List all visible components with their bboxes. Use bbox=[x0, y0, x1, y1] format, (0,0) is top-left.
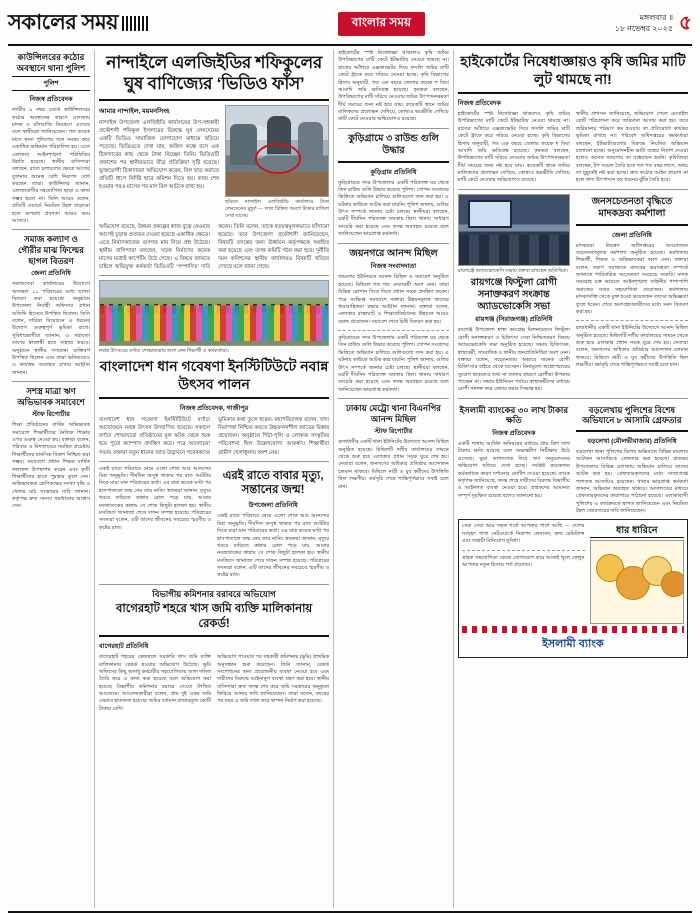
sidebar-byline-3: স্টাফ রিপোর্টার bbox=[32, 411, 70, 419]
rally-headline: বাংলাদেশ ধান গবেষণা ইনস্টিটিউটে নবান্ন উৎসব পালন bbox=[99, 358, 329, 392]
section-ribbon: বাংলার সময় bbox=[338, 12, 425, 36]
rally-text: বাংলাদেশ ধান গবেষণা ইনস্টিটিউটে বর্ণাঢ্য আয়োজনে নবান্ন উৎসব উদযাপিত হয়েছে। সকালে বর্ণাঢ্য শোভাযাত্রা প্রতিষ্ঠানের মূল ফটক থেকে শুরু হয়ে পুরো ক্যাম্পাস প্রদক্ষিণ করে। পরে আলোচনা সভায় বক্তারা নতুন ধানের জাত উদ্ভাবনে গবেষকদের ভূমিকার কথা তুলে ধরেন। মহাপরিচালক বলেন, খাদ্য নিরাপত্তা নিশ্চিত করতে উচ্চফলনশীল জাতের বিস্তার প্রয়োজন। অনুষ্ঠানে পিঠা-পুলি ও লোকজ সংস্কৃতির পরিবেশনা ছিল উল্লেখযোগ্য আকর্ষণ। শিক্ষার্থীরা গ্রামীণ খেলাধুলায় অংশ নেয়। bbox=[99, 417, 330, 456]
highcourt-byline: নিজস্ব প্রতিবেদক bbox=[457, 100, 501, 107]
bagerhat-byline: বাগেরহাট প্রতিনিধি bbox=[99, 643, 149, 651]
seminar-photo bbox=[458, 194, 570, 266]
divider bbox=[458, 189, 688, 190]
kurigram-headline: কুড়িগ্রামে ৩ রাউন্ড গুলি উদ্ধার bbox=[348, 132, 439, 156]
bagerhat-text-2: অভিযোগ পাওয়ার পর সহকারী কমিশনার (ভূমি) প্রাথমিক অনুসন্ধান শুরু করেছেন। তিনি জানান, রেকর্ড সংশোধনের জন্য প্রয়োজনীয় ব্যবস্থা নেওয়া হবে এবং দায়ীদের বিরুদ্ধে আইনানুগ ব্যবস্থা গ্রহণ করা হবে। স্থানীয় বাসিন্দারা দ্রুত তদন্ত শেষ করে জমি সরকারের অনুকূলে ফিরিয়ে আনার দাবি জানিয়েছেন। তারা বলেন, বছরের পর বছর এ জমি দখল করে স্থাপনা নির্মাণ করা হয়েছে। bbox=[217, 654, 330, 705]
divider bbox=[99, 584, 329, 585]
date: ১৮ নভেম্বর ২০২৫ bbox=[614, 23, 674, 33]
divider bbox=[338, 161, 449, 163]
night-byline: উপজেলা প্রতিনিধি bbox=[248, 502, 298, 510]
drug-headline: জনসচেতনতা বৃদ্ধিতে মাদকদ্রব্য কর্মশালা bbox=[591, 195, 673, 219]
divider bbox=[12, 381, 90, 382]
rally-byline: নিজস্ব প্রতিবেদক, গাজীপুর bbox=[179, 405, 249, 413]
divider bbox=[576, 320, 688, 321]
police-headline: বড়লেখায় পুলিশের বিশেষ অভিযানে ৮ আসামি গ্রেফতার bbox=[582, 404, 682, 426]
advertisement[interactable] bbox=[458, 519, 688, 658]
drug-byline: জেলা প্রতিনিধি bbox=[612, 231, 652, 239]
divider bbox=[338, 128, 449, 129]
logo-text: সকালের সময় bbox=[8, 11, 119, 34]
sidebar-headline-3: সশস্ত্র মাত্রা ঋণ অভিভাবক সমাবেশে bbox=[17, 386, 85, 407]
night-headline: এরই রাতে বাবার মৃত্যু, সন্তানের জন্ম! bbox=[222, 469, 324, 497]
page-grid bbox=[8, 50, 692, 908]
metro-text: রাজধানীর একটি থানা ইউনিটের উদ্যোগে আনন্দ মিছিল অনুষ্ঠিত হয়েছে। মিছিলটি দলীয় কার্যালয়ের সামনে থেকে শুরু হয়ে এলাকার প্রধান সড়ক ঘুরে শেষ হয়। নেতারা বলেন, জনগণের অধিকার প্রতিষ্ঠার আন্দোলন চলমান থাকবে। মিছিলে নারী ও যুব কর্মীদের উপস্থিতি ছিল লক্ষণীয়। কর্মসূচি শেষে শান্তিপূর্ণভাবে সবাই চলে যান। bbox=[338, 439, 449, 490]
procession-byline: নিজস্ব সংবাদদাতা bbox=[370, 263, 417, 271]
police-byline: বড়লেখা (মৌলভীবাজার) প্রতিনিধি bbox=[587, 438, 677, 445]
sidebar-headline-1: কাউন্সিলরের কঠোর অবস্থানে থানা পুলিশ bbox=[16, 52, 86, 73]
kurigram-byline: কুড়িগ্রাম প্রতিনিধি bbox=[370, 168, 417, 176]
procession-text: জয়নগর ইউনিয়নে আনন্দ মিছিল ও সমাবেশ অনুষ্ঠিত হয়েছে। মিছিলে শত শত নেতাকর্মী অংশ নেন। তারা বিভিন্ন স্লোগান দিতে দিতে প্রধান সড়ক প্রদক্ষিণ করেন। পরে সংক্ষিপ্ত সমাবেশে বক্তারা উন্নয়নমূলক কাজের ধারাবাহিকতা রক্ষার আহ্বান জানান। বক্তারা বলেন, এলাকার রাস্তাঘাট ও শিক্ষাপ্রতিষ্ঠানের উন্নয়নে আরও বরাদ্দ প্রয়োজন। সমাবেশ শেষে মিষ্টি বিতরণ করা হয়। bbox=[338, 274, 449, 325]
bank-text: একটি শাখায় আর্থিক অনিয়মের মাধ্যমে প্রায় ত্রিশ লাখ টাকার ক্ষতি হয়েছে বলে অভ্যন্তরীণ নিরীক্ষায় উঠে এসেছে। ভুয়া কাগজপত্র দিয়ে ঋণ অনুমোদনের অভিযোগ খতিয়ে দেখা হচ্ছে। সংশ্লিষ্ট কয়েকজন কর্মকর্তাকে কারণ দর্শানোর নোটিশ দেওয়া হয়েছে। ব্যাংক কর্তৃপক্ষ জানিয়েছে, তদন্ত শেষে দায়ীদের বিরুদ্ধে বিভাগীয় ও আইনগত ব্যবস্থা নেওয়া হবে। গ্রাহকদের আমানত সম্পূর্ণ সুরক্ষিত রয়েছে বলেও জানানো হয়। bbox=[457, 441, 570, 499]
bank-byline: নিজস্ব প্রতিবেদক bbox=[492, 430, 536, 437]
divider bbox=[99, 275, 329, 276]
highcourt-text-1: হাইকোর্টের স্পষ্ট নিষেধাজ্ঞা থাকলেও কৃষি জমির উপরিভাগের মাটি কেটে ইটভাটায় নেওয়া থামছে না। রাতের আঁধারে এক্সকাভেটর দিয়ে ফসলি জমির মাটি কেটে ট্রাকে করে সরিয়ে নেওয়া হচ্ছে। কৃষি বিভাগের হিসাব অনুযায়ী, গত এক বছরে জেলার কয়েক শ বিঘা আবাদি জমি ক্ষতিগ্রস্ত হয়েছে। কৃষকরা বলছেন, উপরিভাগের মাটি সরিয়ে নেওয়ায় জমির উৎপাদনক্ষমতা দীর্ঘ সময়ের জন্য নষ্ট হয়ে যায়। কয়েকটি স্থানে জমির মালিকদের প্রলোভন দেখিয়ে, কোথাও ভয়ভীতি দেখিয়ে মাটি কেটে নেওয়ার অভিযোগও রয়েছে। bbox=[457, 111, 570, 184]
drug-text: মাদকদ্রব্য নিয়ন্ত্রণ অধিদপ্তরের আয়োজনে সচেতনতামূলক কর্মশালা অনুষ্ঠিত হয়েছে। কর্মশালায় শিক্ষার্থী, শিক্ষক ও অভিভাবকরা অংশ নেন। বক্তারা বলেন, তরুণ সমাজকে মাদকের ভয়াবহতা সম্পর্কে জানাতে পারিবারিক সচেতনতা সবচেয়ে জরুরি। মাদক সরবরাহ চক্র ভাঙতে আইনশৃঙ্খলা বাহিনীর পাশাপাশি সমাজের সবার সহযোগিতা প্রয়োজন। কর্মশালায় মাদকাসক্তি থেকে মুক্ত হওয়া কয়েকজন তাদের অভিজ্ঞতা তুলে ধরেন। শেষে অংশগ্রহণকারীদের মধ্যে সনদ বিতরণ করা হয়। bbox=[575, 242, 688, 315]
sidebar-column bbox=[8, 50, 94, 908]
metro-headline: ঢাকায় মেট্রো থানা বিএনপির আনন্দ মিছিল bbox=[346, 403, 441, 424]
divider bbox=[99, 635, 329, 637]
ad-left-text: সেরা সেবা আর সহজ শর্তে আপনার পাশে আছি — দেশের সর্ববৃহৎ শাখা নেটওয়ার্কে নিরাপদ লেনদেন, দ্রুত রেমিট্যান্স এবং সাশ্রয়ী বিনিয়োগ সুবিধা। bbox=[461, 523, 585, 545]
drug-text-cont: রাজধানীর একটি থানা ইউনিটের উদ্যোগে আনন্দ মিছিল অনুষ্ঠিত হয়েছে। মিছিলটি দলীয় কার্যালয়ের সামনে থেকে শুরু হয়ে এলাকার প্রধান সড়ক ঘুরে শেষ হয়। নেতারা বলেন, জনগণের অধিকার প্রতিষ্ঠার আন্দোলন চলমান থাকবে। মিছিলে নারী ও যুব কর্মীদের উপস্থিতি ছিল লক্ষণীয়। কর্মসূচি শেষে শান্তিপূর্ণভাবে সবাই চলে যান। bbox=[575, 325, 688, 369]
divider bbox=[99, 461, 329, 462]
seminar-text: রায়গঞ্জ উপজেলা স্বাস্থ্য কমপ্লেক্স মিলনায়তনে ফিস্টুলা রোগী সনাক্তকরণ ও চিকিৎসা সেবা নিশ্চিতকরণ বিষয়ে অ্যাডভোকেসি সভা অনুষ্ঠিত হয়েছে। সভায় চিকিৎসক, স্বাস্থ্যকর্মী, সাংবাদিক ও স্থানীয় জনপ্রতিনিধিরা অংশ নেন। বক্তারা বলেন, সচেতনতার অভাবে অনেক রোগী চিকিৎসার বাইরে থেকে যাচ্ছেন। বিনামূল্যে অস্ত্রোপচারের সুযোগ থাকলেও তথ্য না জানার কারণে রোগীরা উপকার পাচ্ছেন না। সভায় ইউনিয়ন পর্যায়ে স্বাস্থ্যকর্মীদের মাধ্যমে রোগী সনাক্ত করে রেফার করার সিদ্ধান্ত হয়। bbox=[457, 327, 570, 393]
kurigram-text: কুড়িগ্রামের সদর উপজেলার একটি পরিত্যক্ত ঘর থেকে তিন রাউন্ড গুলি উদ্ধার করেছে পুলিশ। গোপন সংবাদের ভিত্তিতে অভিযান চালিয়ে গুলিগুলো জব্দ করা হয়। এ ঘটনায় কাউকে আটক করা যায়নি। পুলিশ জানায়, গুলির উৎস সম্পর্কে জানার চেষ্টা চলছে। স্থানীয়রা বলছেন, ঘরটি দীর্ঘদিন পরিত্যক্ত অবস্থায় ছিল। থানায় সাধারণ ডায়েরি করা হয়েছে এবং তদন্ত অব্যাহত রয়েছে বলে জানিয়েছেন ভারপ্রাপ্ত কর্মকর্তা। bbox=[338, 179, 449, 238]
masthead bbox=[8, 6, 692, 46]
ad-brand-logo: ইসলামী ব্যাংক bbox=[542, 638, 604, 651]
divider bbox=[338, 330, 449, 331]
masthead-center bbox=[148, 12, 615, 36]
divider bbox=[462, 550, 585, 551]
highcourt-text-2: স্থানীয় প্রশাসন জানিয়েছে, অভিযোগ পেলে মোবাইল কোর্ট পরিচালনা করে জরিমানা আদায় করা হয়। তবে জরিমানার পরিমাণ কম হওয়ায় তা প্রতিরোধে কার্যকর ভূমিকা রাখছে না। পরিবেশ অধিদপ্তরের কর্মকর্তারা বলছেন, ইটভাটাগুলোর বিরুদ্ধে নিয়মিত অভিযান চালানো হচ্ছে। অনুমোদনহীন ভাটা বন্ধের নির্দেশ দেওয়া হলেও অনেক জায়গায় তা বাস্তবায়ন হয়নি। কৃষিবিদরা বলছেন, টপ সয়েল তৈরি হতে শত শত বছর লাগে, অথচ তা মুহূর্তেই নষ্ট করা হচ্ছে। দ্রুত কঠোর আইন প্রয়োগ না হলে খাদ্য উৎপাদনে বড় ধরনের ঝুঁকি তৈরি হবে। bbox=[575, 111, 688, 184]
ad-decorative-strip bbox=[462, 626, 684, 633]
seminar-headline: রায়গঞ্জে ফিস্টুলা রোগী সনাক্তকরণ সংক্রান্ত অ্যাডভোকেসি সভা bbox=[470, 276, 557, 312]
highcourt-headline: হাইকোর্টের নিষেধাজ্ঞায়ও কৃষি জমির মাটি লুট থামছে না! bbox=[460, 53, 686, 87]
lead-photo-caption: ছবিতে নান্দাইল এলজিইডি কার্যালয়ে টাকা লেনদেনের মুহূর্ত — লাল চিহ্নিত অংশে টাকার বান্ডিল দেখা যাচ্ছে। bbox=[224, 199, 330, 219]
bagerhat-kicker: বিভাগীয় কমিশনার বরাবরে অভিযোগ bbox=[152, 588, 276, 599]
rally-photo bbox=[99, 280, 329, 346]
divider bbox=[12, 229, 90, 230]
ad-headline: ধার ধারিনে bbox=[590, 525, 684, 538]
sidebar-byline-1: নিজস্ব প্রতিবেদক bbox=[29, 96, 73, 104]
night-text: একই রাতে পরিবারে নেমে এলো শোক আর আনন্দের মিশ্র অনুভূতি। দীর্ঘদিন অসুস্থ থাকার পর রাত আটটার দিকে মারা যান পরিবারের কর্তা। এর মাত্র কয়েক ঘণ্টা পর হাসপাতালে জন্ম নেয় তার নাতি। স্বজনরা জানান, মৃত্যুর খবরে বাড়িতে কান্নার রোল পড়ে যায়, আবার নবজাতকের কান্নায় সে শোক কিছুটা হালকা হয়। স্থানীয় মসজিদে জানাজা শেষে দাফন সম্পন্ন হয়েছে। পরিবারের সদস্যরা বলেন, এটি তাদের জীবনের সবচেয়ে স্মরণীয় ও কষ্টের রাত। bbox=[99, 465, 212, 531]
metro-byline: স্টাফ রিপোর্টার bbox=[374, 428, 413, 436]
divider bbox=[338, 398, 449, 399]
ad-illustration bbox=[590, 540, 684, 624]
seminar-byline: রায়গঞ্জ (সিরাজগঞ্জ) প্রতিনিধি bbox=[475, 316, 553, 324]
sidebar-byline-2: জেলা প্রতিনিধি bbox=[31, 270, 71, 278]
seminar-photo-caption: রায়গঞ্জে অ্যাডভোকেসি সভায় বক্তব্য রাখছেন অতিথিরা। bbox=[457, 268, 569, 274]
filler-text-top: হাইকোর্টের স্পষ্ট নিষেধাজ্ঞা থাকলেও কৃষি জমির উপরিভাগের মাটি কেটে ইটভাটায় নেওয়া থামছে না। রাতের আঁধারে এক্সকাভেটর দিয়ে ফসলি জমির মাটি কেটে ট্রাকে করে সরিয়ে নেওয়া হচ্ছে। কৃষি বিভাগের হিসাব অনুযায়ী, গত এক বছরে জেলার কয়েক শ বিঘা আবাদি জমি ক্ষতিগ্রস্ত হয়েছে। কৃষকরা বলছেন, উপরিভাগের মাটি সরিয়ে নেওয়ায় জমির উৎপাদনক্ষমতা দীর্ঘ সময়ের জন্য নষ্ট হয়ে যায়। কয়েকটি স্থানে জমির মালিকদের প্রলোভন দেখিয়ে, কোথাও ভয়ভীতি দেখিয়ে মাটি কেটে নেওয়ার অভিযোগও রয়েছে। bbox=[338, 50, 449, 123]
divider bbox=[338, 243, 449, 244]
bagerhat-headline: বাগেরহাট শহরে খাস জমি ব্যক্তি মালিকানায় রেকর্ড! bbox=[115, 603, 313, 630]
police-text: বড়লেখা থানা পুলিশের বিশেষ অভিযানে বিভিন্ন মামলার আটজন আসামিকে গ্রেফতার করা হয়েছে। রাতভর উপজেলার বিভিন্ন এলাকায় অভিযান চালিয়ে তাদের আটক করা হয়। গ্রেফতারকৃতদের মধ্যে সাজাপ্রাপ্ত পলাতক আসামিও রয়েছেন। থানার ভারপ্রাপ্ত কর্মকর্তা জানান, অভিযান অব্যাহত থাকবে। আদালতের মাধ্যমে গ্রেফতারকৃতদের কারাগারে পাঠানো হয়েছে। এলাকাবাসী পুলিশের এ কার্যক্রমকে স্বাগত জানিয়েছেন এবং নিয়মিত টহল জোরদারের দাবি জানিয়েছেন। bbox=[575, 449, 688, 514]
procession-text-cont: কুড়িগ্রামের সদর উপজেলার একটি পরিত্যক্ত ঘর থেকে তিন রাউন্ড গুলি উদ্ধার করেছে পুলিশ। গোপন সংবাদের ভিত্তিতে অভিযান চালিয়ে গুলিগুলো জব্দ করা হয়। এ ঘটনায় কাউকে আটক করা যায়নি। পুলিশ জানায়, গুলির উৎস সম্পর্কে জানার চেষ্টা চলছে। স্থানীয়রা বলছেন, ঘরটি দীর্ঘদিন পরিত্যক্ত অবস্থায় ছিল। থানায় সাধারণ ডায়েরি করা হয়েছে এবং তদন্ত অব্যাহত রয়েছে বলে জানিয়েছেন ভারপ্রাপ্ত কর্মকর্তা। bbox=[338, 335, 449, 393]
divider bbox=[99, 99, 329, 101]
barcode-icon bbox=[122, 16, 148, 31]
sidebar-headline-2: সমাজ কল্যাণ ও গৌরীর মাঝ ফিল্মের ছাগল বিতরণ bbox=[18, 234, 84, 266]
divider bbox=[99, 397, 329, 399]
lead-headline: নান্দাইলে এলজিইডির শফিকুলের ঘুষ বাণিজ্যের ‘ভিডিও ফাঁস’ bbox=[106, 53, 322, 94]
middle-column bbox=[333, 50, 453, 908]
divider bbox=[458, 92, 688, 94]
sidebar-text-3: শিক্ষা প্রতিষ্ঠানের বার্ষিক অভিভাবক সমাবেশে শিক্ষার্থীদের নৈতিক শিক্ষার ওপর গুরুত্ব দেওয়া হয়। বক্তারা বলেন, পরিবার ও বিদ্যালয়ের সমন্বিত প্রচেষ্টায় শিক্ষার্থীদের মানসিক বিকাশ নিশ্চিত করা সম্ভব। সমাবেশে প্রধান শিক্ষক বার্ষিক ফলাফল উপস্থাপন করেন এবং কৃতী শিক্ষার্থীদের হাতে পুরস্কার তুলে দেন। অভিভাবকরা শ্রেণিকক্ষের সংখ্যা বৃদ্ধি ও খেলার মাঠ সংস্কারের দাবি জানান। কর্তৃপক্ষ দ্রুত সমস্যা সমাধানের আশ্বাস দেন। bbox=[12, 422, 90, 510]
lead-text-left: নান্দাইল উপজেলা এলজিইডি কার্যালয়ের উপ-সহকারী প্রকৌশলী শফিকুল ইসলামের বিরুদ্ধে ঘুষ লেনদেনের একটি ভিডিও সামাজিক যোগাযোগ মাধ্যমে ছড়িয়ে পড়েছে। ভিডিওতে দেখা যায়, অফিস কক্ষে বসে এক ঠিকাদারের কাছ থেকে টাকা নিচ্ছেন তিনি। ভিডিওটি প্রকাশের পর স্থানীয়ভাবে তীব্র প্রতিক্রিয়া সৃষ্টি হয়েছে। ভুক্তভোগী ঠিকাদাররা অভিযোগ করেন, বিল ছাড় করাতে প্রতিটি ধাপে নির্দিষ্ট হারে কমিশন দিতে হয়। কাজ শেষ হওয়ার পরও মাসের পর মাস বিল আটকে রাখা হয়। bbox=[99, 119, 219, 191]
lead-text-right: অভিযোগ রয়েছে, উন্নয়ন প্রকল্পের কাজ বুঝে নেওয়ার আগেই চূড়ান্ত প্রত্যয়ন দেওয়া হয়েছে একাধিক ক্ষেত্রে। এতে নির্মাণকাজের গুণগত মান নিয়ে প্রশ্ন উঠেছে। স্থানীয় বাসিন্দারা বলছেন, সড়ক নির্মাণের কয়েক মাসের মধ্যেই কার্পেটিং উঠে গেছে। এ বিষয়ে জানতে চাইলে অভিযুক্ত কর্মকর্তা ভিডিওটি ‘সম্পাদিত’ দাবি করেন। তিনি বলেন, তাকে ষড়যন্ত্রমূলকভাবে ফাঁসানো হয়েছে। তবে উপজেলা প্রকৌশলী জানিয়েছেন, বিষয়টি তদন্তের জন্য ঊর্ধ্বতন কর্তৃপক্ষকে অবহিত করা হয়েছে এবং তদন্ত কমিটি গঠন করা হবে। দুর্নীতি দমন কমিশনের স্থানীয় কার্যালয়ও বিষয়টি খতিয়ে দেখছে বলে জানা গেছে। bbox=[99, 223, 330, 271]
masthead-right bbox=[615, 10, 692, 37]
date-block bbox=[615, 13, 673, 35]
night-text-2: একই রাতে পরিবারে নেমে এলো শোক আর আনন্দের মিশ্র অনুভূতি। দীর্ঘদিন অসুস্থ থাকার পর রাত আটটার দিকে মারা যান পরিবারের কর্তা। এর মাত্র কয়েক ঘণ্টা পর হাসপাতালে জন্ম নেয় তার নাতি। স্বজনরা জানান, মৃত্যুর খবরে বাড়িতে কান্নার রোল পড়ে যায়, আবার নবজাতকের কান্নায় সে শোক কিছুটা হালকা হয়। স্থানীয় মসজিদে জানাজা শেষে দাফন সম্পন্ন হয়েছে। পরিবারের সদস্যরা বলেন, এটি তাদের জীবনের সবচেয়ে স্মরণীয় ও কষ্টের রাত। bbox=[217, 513, 330, 579]
divider bbox=[576, 224, 688, 226]
sidebar-text-1: নগরীর ৯ নম্বর ওয়ার্ড কাউন্সিলরের কঠোর অবস্থানের কারণে এলাকায় মাদক ও চাঁদাবাজি নিয়ন্ত্রণে এসেছে বলে স্থানীয়রা জানিয়েছেন। গত কয়েক মাসে থানা পুলিশের সঙ্গে সমন্বয় করে একাধিক অভিযান পরিচালিত হয়। এতে এলাকার আইনশৃঙ্খলা পরিস্থিতির উন্নতি হয়েছে। স্থানীয় বাসিন্দারা বলছেন, রাতে চলাচলের ক্ষেত্রে আগের তুলনায় অনেক বেশি নিরাপদ বোধ করছেন তারা। কাউন্সিলর জানান, এলাকাবাসীর সহযোগিতা ছাড়া এ কাজ সম্ভব হতো না। তিনি আরও বলেন, প্রতিটি ওয়ার্ডে নিয়মিত টহল বাড়ানো হলে অপরাধ প্রবণতা আরও কমে আসবে। bbox=[12, 107, 90, 224]
weekday: মঙ্গলবার ॥ bbox=[639, 12, 674, 22]
lead-photo bbox=[225, 105, 329, 197]
procession-headline: জয়নগরে আনন্দ মিছিল bbox=[349, 247, 438, 259]
newspaper-logo bbox=[8, 6, 148, 41]
page-number: ৫ bbox=[679, 12, 692, 34]
rally-photo-caption: নবান্ন উৎসবের বর্ণাঢ্য শোভাযাত্রায় অংশ নেন শিক্ষার্থী ও কর্মকর্তারা। bbox=[99, 349, 229, 355]
divider bbox=[576, 430, 688, 432]
bank-headline: ইসলামী ব্যাংকের ৩০ লাখ টাকার ক্ষতি bbox=[459, 404, 569, 426]
lead-byline: আমার নান্দাইল, ময়মনসিংহ bbox=[99, 107, 170, 115]
sidebar-text-2: সমাজসেবা কার্যালয়ের উদ্যোগে অসচ্ছল ১১ পরিবারের মধ্যে ছাগল বিতরণ করা হয়েছে। অনুষ্ঠানে উপজেলা নির্বাহী অফিসার প্রধান অতিথি হিসেবে উপস্থিত ছিলেন। তিনি বলেন, দারিদ্র্য বিমোচনে এ ধরনের উদ্যোগ গুরুত্বপূর্ণ ভূমিকা রাখে। সুবিধাভোগীরা জানান, এ সহায়তা তাদের স্বাবলম্বী হতে সাহায্য করবে। অনুষ্ঠানে স্থানীয় গণ্যমান্য ব্যক্তিবর্গ উপস্থিত ছিলেন এবং তারা ভবিষ্যতেও এ কার্যক্রম অব্যাহত রাখার আহ্বান জানান। bbox=[12, 281, 90, 376]
lead-story-column bbox=[94, 50, 333, 908]
sidebar-kicker: পুলিশ bbox=[12, 76, 90, 91]
bagerhat-text-1: বাগেরহাট শহরের কেন্দ্রস্থলে সরকারি খাস জমি ব্যক্তি মালিকানায় রেকর্ড হওয়ার অভিযোগ উঠেছে। ভূমি অফিসের কিছু অসাধু কর্মচারীর সহযোগিতায় জাল দলিল তৈরি করে এ কাজ করা হয়েছে বলে অভিযোগ করা হয়েছে বিভাগীয় কমিশনার বরাবর দেওয়া লিখিত আবেদনে। আবেদনকারীরা বলেন, প্রায় দুই একর জমি এভাবে হাতবদল হয়েছে। জমির বর্তমান বাজারমূল্য কোটি টাকার বেশি। bbox=[99, 654, 212, 712]
ad-bottom-text: গ্রাহক সহযোগিতা কেন্দ্রে যোগাযোগ করে আজই খুলে ফেলুন আপনার নতুন হিসাব। শর্ত প্রযোজ্য। bbox=[461, 554, 585, 568]
divider bbox=[458, 398, 688, 399]
right-column bbox=[453, 50, 692, 908]
